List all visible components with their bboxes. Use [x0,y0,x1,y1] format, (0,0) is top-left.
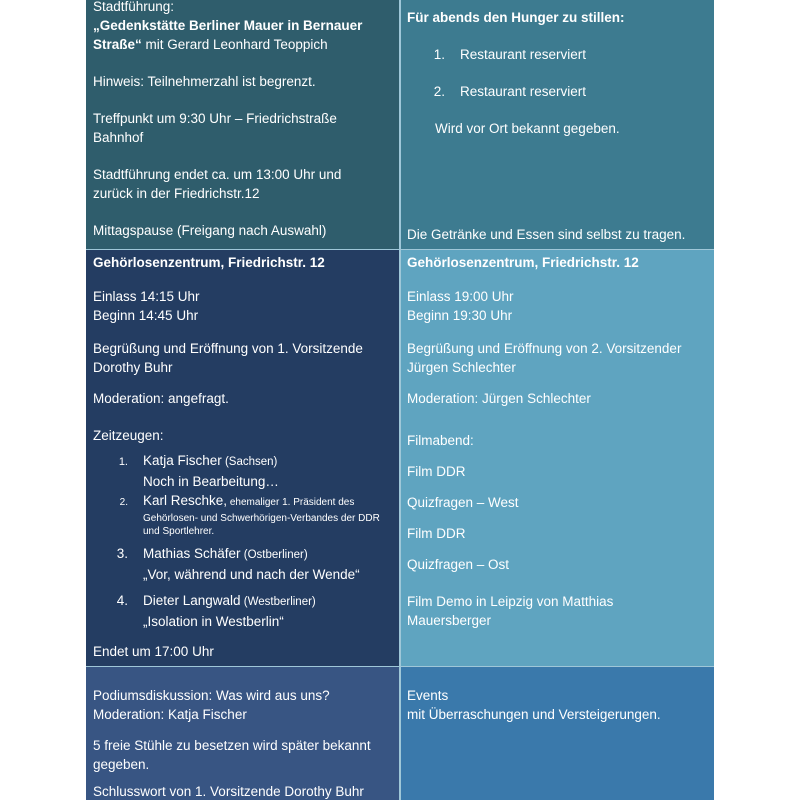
witness-4-sub: „Isolation in Westberlin“ [143,614,284,629]
afternoon-ends: Endet um 17:00 Uhr [93,644,214,659]
dinner-item-2: 2. Restaurant reserviert [433,84,587,99]
evening-entry: Einlass 19:00 Uhr [407,289,514,304]
afternoon-greet-1: Begrüßung und Eröffnung von 1. Vorsitzende [93,341,363,356]
witness-3-sub: „Vor, während und nach der Wende“ [143,567,360,582]
witness-3: 3. Mathias Schäfer (Ostberliner) [116,546,308,561]
grid-divider-horizontal-1 [86,249,714,250]
afternoon-greet-2: Dorothy Buhr [93,360,173,375]
panel-chairs-1: 5 freie Stühle zu besetzen wird später bekannt [93,738,371,753]
program-item: Quizfragen – Ost [407,557,510,572]
afternoon-entry: Einlass 14:15 Uhr [93,289,200,304]
tour-meet-2: Bahnhof [93,130,144,145]
evening-moderation: Moderation: Jürgen Schlechter [407,391,591,406]
witness-4: 4. Dieter Langwald (Westberliner) [116,593,316,608]
afternoon-start: Beginn 14:45 Uhr [93,308,199,323]
panel-title: Podiumsdiskussion: Was wird aus uns? [93,688,330,703]
witness-2: 2. Karl Reschke, ehemaliger 1. Präsident des [119,493,355,508]
dinner-heading: Für abends den Hunger zu stillen: [407,10,625,25]
events-title: Events [407,688,449,703]
tour-cell [86,0,400,249]
grid-divider-vertical [399,0,401,800]
panel-chairs-2: gegeben. [93,757,150,772]
afternoon-cell [86,250,400,666]
tour-guide: mit Gerard Leonhard Teoppich [141,37,328,52]
dinner-footer: Die Getränke und Essen sind selbst zu tragen. [407,227,686,242]
program-item: Quizfragen – West [407,495,519,510]
dinner-item-1: 1. Restaurant reserviert [433,47,587,62]
film-demo-2: Mauersberger [407,613,492,628]
events-cell [400,667,714,800]
tour-label: Stadtführung: [93,0,175,14]
program-item: Film DDR [407,464,466,479]
tour-meet-1: Treffpunkt um 9:30 Uhr – Friedrichstraße [93,111,337,126]
evening-heading: Gehörlosenzentrum, Friedrichstr. 12 [407,255,639,270]
witness-1: 1. Katja Fischer (Sachsen) [118,453,278,468]
witness-2-note-2: Gehörlosen- und Schwerhörigen-Verbandes der DDR [143,513,380,524]
tour-hint: Hinweis: Teilnehmerzahl ist begrenzt. [93,74,316,89]
tour-title [93,16,393,54]
afternoon-moderation: Moderation: angefragt. [93,391,229,406]
tour-title-bold: „Gedenkstätte Berliner Mauer in Bernauer Straße“ [93,18,363,52]
evening-greet-1: Begrüßung und Eröffnung von 2. Vorsitzender [407,341,682,356]
evening-start: Beginn 19:30 Uhr [407,308,513,323]
tour-end-1: Stadtführung endet ca. um 13:00 Uhr und [93,167,342,182]
witness-1-sub: Noch in Bearbeitung… [143,474,279,489]
witnesses-label: Zeitzeugen: [93,428,164,443]
panel-moderation: Moderation: Katja Fischer [93,707,247,722]
tour-end-2: zurück in der Friedrichstr.12 [93,186,260,201]
panel-cell [86,667,400,800]
dinner-note: Wird vor Ort bekannt gegeben. [435,121,620,136]
panel-closing: Schlusswort von 1. Vorsitzende Dorothy Buhr [93,784,364,799]
afternoon-heading: Gehörlosenzentrum, Friedrichstr. 12 [93,255,325,270]
dinner-cell [400,0,714,249]
film-demo-1: Film Demo in Leipzig von Matthias [407,594,614,609]
events-sub: mit Überraschungen und Versteigerungen. [407,707,661,722]
evening-cell [400,250,714,666]
tour-lunch: Mittagspause (Freigang nach Auswahl) [93,223,327,238]
witness-2-note-3: und Sportlehrer. [143,526,215,537]
evening-greet-2: Jürgen Schlechter [407,360,516,375]
program-item: Film DDR [407,526,466,541]
grid-divider-horizontal-2 [86,666,714,667]
film-label: Filmabend: [407,433,474,448]
